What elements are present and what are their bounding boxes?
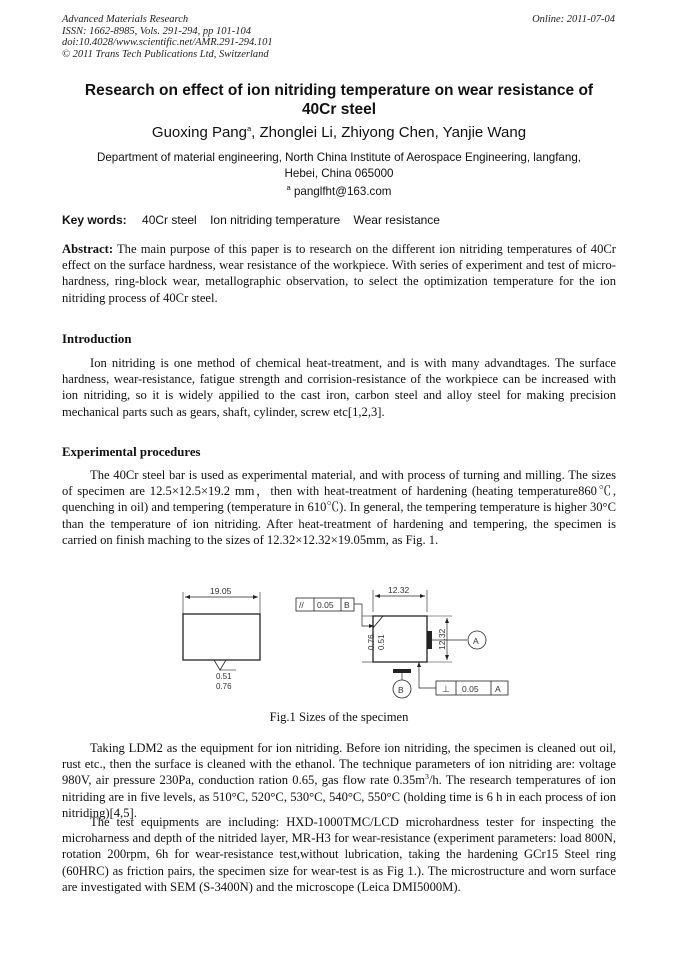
affiliation-line-1: Department of material engineering, North China Institute of Aerospace Engineering, langfang, bbox=[96, 151, 581, 164]
doi-line: doi:10.4028/www.scientific.net/AMR.291-294.101 bbox=[62, 37, 273, 48]
perpendicularity-value: 0.05 bbox=[462, 684, 479, 694]
abstract-label: Abstract: bbox=[62, 242, 114, 256]
side-tolerance-1: 0.76 bbox=[367, 634, 376, 650]
side-tolerance-2: 0.51 bbox=[377, 634, 386, 650]
experimental-para-1: The 40Cr steel bar is used as experimental material, and with process of turning and milling. The sizes of specimen are 12.5×12.5×19.2 mm，then with heat-treatment of hardening (heating temperature860℃, quenching in oil) and tempering (temperature in 610℃). In general, the tempering temperature is higher 30°C than the temperature of ion nitriding. After heat-treatment of hardening and tempering, the specimen is carried on finish maching to the sizes of 12.32×12.32×19.05mm, as Fig. 1. bbox=[62, 468, 616, 547]
experimental-heading: Experimental procedures bbox=[62, 445, 201, 459]
journal-name: Advanced Materials Research bbox=[62, 14, 189, 25]
side-view bbox=[296, 585, 508, 698]
length-dimension: 19.05 bbox=[210, 586, 232, 596]
introduction-heading: Introduction bbox=[62, 332, 132, 346]
datum-b-label: B bbox=[398, 685, 404, 695]
experimental-para-2 bbox=[62, 740, 616, 821]
keywords-label: Key words: bbox=[62, 213, 127, 227]
introduction-text: Ion nitriding is one method of chemical heat-treatment, and is with many advandtages. The surface hardness, wear-resistance, fatigue strength and corrision-resistance of the workpiece can be increased with ion nitriding, so it is widely appilied to the cast iron, carbon steel and alloy steel for making precision mechanical parts such as gears, shaft, cylinder, screw etc[1,2,3]. bbox=[62, 356, 616, 419]
para2-text-b: /h. The research temperatures of ion nitriding are in five levels, as 510°C, 520°C, 530°C, 540°C, 550°C (holding time is 6 h in each process of ion nitriding)[4,5]. bbox=[62, 773, 616, 820]
title-line-2: 40Cr steel bbox=[301, 101, 377, 118]
title-line-1: Research on effect of ion nitriding temperature on wear resistance of bbox=[84, 82, 594, 99]
front-view bbox=[183, 586, 260, 691]
first-author: Guoxing Pang bbox=[151, 124, 247, 141]
copyright-line: © 2011 Trans Tech Publications Ltd, Switzerland bbox=[62, 48, 269, 60]
parallel-datum: B bbox=[344, 600, 350, 610]
keyword-item: 40Cr steel bbox=[142, 213, 197, 227]
para2-superscript: 3 bbox=[425, 772, 429, 782]
affiliation-line-2: Hebei, China 065000 bbox=[284, 166, 394, 180]
height-dimension: 12.32 bbox=[437, 628, 447, 650]
abstract-text: The main purpose of this paper is to research on the different ion nitriding temperatures of 40Cr effect on the surface hardness, wear resistance of the workpiece. With series of experiment and test of micro-hardness, ring-block wear, metallographic observation, to select the optimization temperature for the ion nitriding process of 40Cr steel. bbox=[62, 242, 616, 305]
parallel-symbol: // bbox=[299, 600, 304, 610]
parallel-value: 0.05 bbox=[317, 600, 334, 610]
keyword-item: Wear resistance bbox=[353, 213, 440, 227]
email-superscript: a bbox=[286, 183, 291, 193]
figure-caption: Fig.1 Sizes of the specimen bbox=[269, 710, 409, 724]
online-date: Online: 2011-07-04 bbox=[532, 14, 615, 25]
issn-line: ISSN: 1662-8985, Vols. 291-294, pp 101-104 bbox=[62, 25, 251, 37]
width-dimension: 12.32 bbox=[388, 585, 410, 595]
left-tolerance-2: 0.76 bbox=[216, 682, 232, 691]
left-tolerance-1: 0.51 bbox=[216, 672, 232, 681]
datum-a-label: A bbox=[473, 636, 479, 646]
email-address: panglfht@163.com bbox=[293, 185, 392, 198]
perpendicularity-symbol: ⊥ bbox=[442, 684, 450, 694]
para2-text-a: Taking LDM2 as the equipment for ion nitriding. Before ion nitriding, the specimen is cleaned out oil, rust etc., then the surface is cleaned with the ethanol. The technique parameters of ion nitriding are: voltage 980V, air pressure 230Pa, conduction ration 0.65, gas flow rate 0.35m bbox=[62, 741, 616, 788]
perpendicularity-datum: A bbox=[495, 684, 501, 694]
experimental-para-3: The test equipments are including: HXD-1000TMC/LCD microhardness tester for inspecting the microharness and depth of the nitrided layer, MR-H3 for wear-resistance (experiment parameters: load 800N, rotation 200rpm, 6h for wear-resistance test,without lubrication, taking the hardening GCr15 Steel ring (60HRC) as friction pairs, the specimen size for wear-test is as Fig 1.). The microstructure and worn surface are investigated with SEM (S-3400N) and the microscope (Leica DMI5000M). bbox=[62, 815, 616, 894]
author-superscript: a bbox=[247, 124, 252, 133]
keyword-item: Ion nitriding temperature bbox=[210, 213, 341, 227]
co-authors: , Zhonglei Li, Zhiyong Chen, Yanjie Wang bbox=[251, 124, 527, 141]
